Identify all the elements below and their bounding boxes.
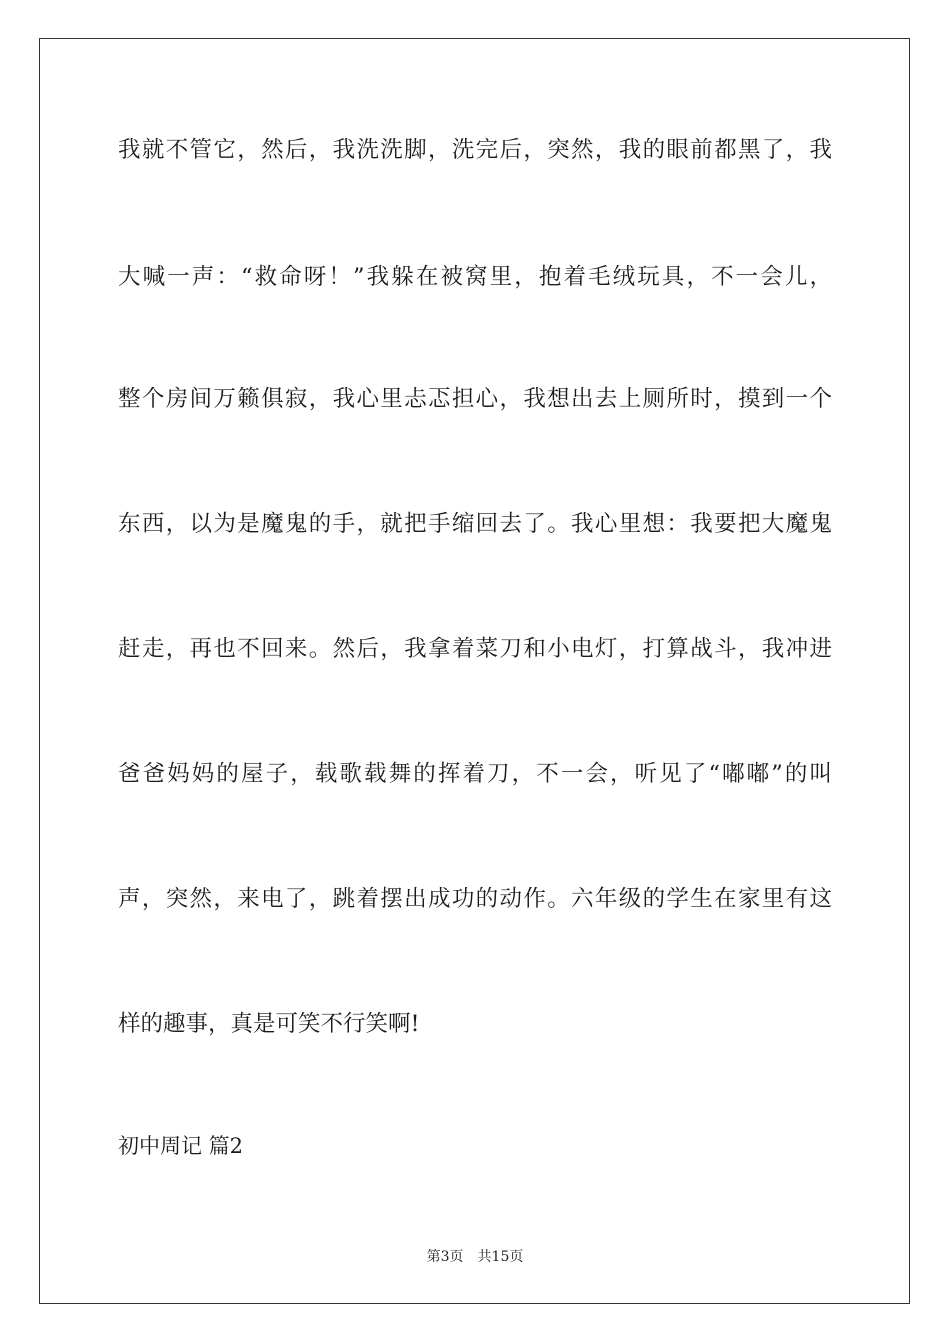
paragraph-line: 赶走，再也不回来。然后，我拿着菜刀和小电灯，打算战斗，我冲进 — [118, 636, 832, 662]
paragraph-line: 整个房间万籁俱寂，我心里忐忑担心，我想出去上厕所时，摸到一个 — [118, 386, 832, 412]
paragraph-line: 我就不管它，然后，我洗洗脚，洗完后，突然，我的眼前都黑了，我 — [118, 137, 832, 163]
page-border — [39, 38, 910, 1304]
paragraph-line: 声，突然，来电了，跳着摆出成功的动作。六年级的学生在家里有这 — [118, 886, 832, 912]
section-heading: 初中周记 篇2 — [118, 1134, 244, 1158]
paragraph-line: 样的趣事，真是可笑不行笑啊! — [118, 1011, 420, 1037]
paragraph-line: 爸爸妈妈的屋子，载歌载舞的挥着刀，不一会，听见了“嘟嘟”的叫 — [118, 761, 832, 787]
page-number: 第3页 — [426, 1249, 464, 1265]
page-total: 共15页 — [477, 1249, 524, 1265]
paragraph-line: 东西，以为是魔鬼的手，就把手缩回去了。我心里想：我要把大魔鬼 — [118, 511, 832, 537]
page-footer — [0, 1248, 950, 1266]
paragraph-line: 大喊一声：“救命呀！”我躲在被窝里，抱着毛绒玩具，不一会儿， — [118, 264, 832, 290]
